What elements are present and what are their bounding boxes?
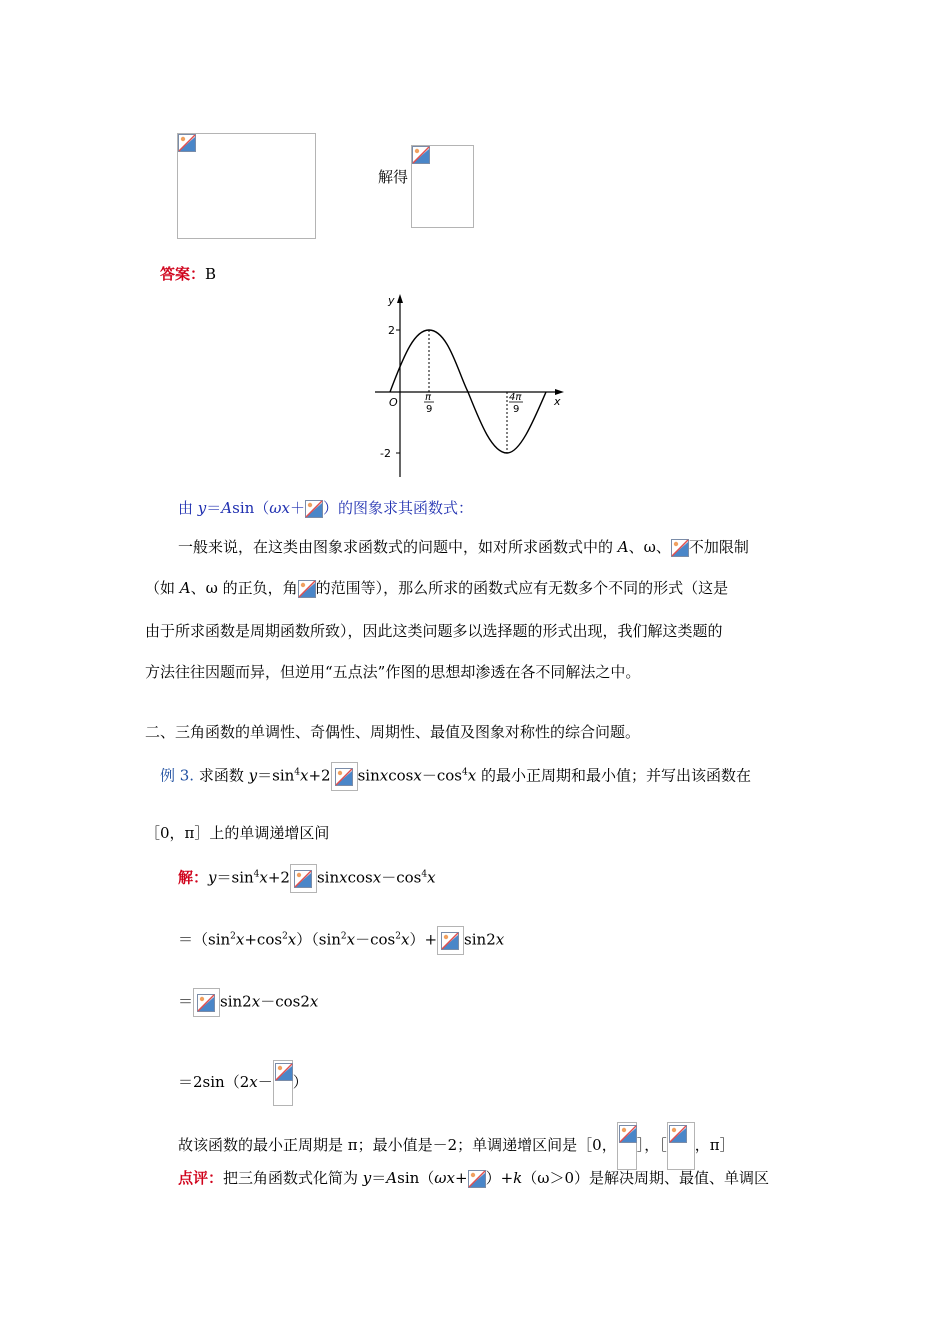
broken-image-icon <box>197 994 215 1012</box>
section-heading-graph: 由 y＝Asin（ωx＋ ）的图象求其函数式： <box>178 499 474 517</box>
interval-bound-image-placeholder <box>617 1122 637 1170</box>
solve-label: 解得 <box>378 168 409 186</box>
sine-graph <box>370 292 570 482</box>
y-axis-arrow <box>397 294 403 303</box>
solution-line2: $=(\sin^2x+\cos^2x)(\sin^2x-\cos^2x)+$ sin2x <box>178 926 504 955</box>
broken-image-icon <box>669 1125 687 1143</box>
para1-line4: 方法往往因题而异，但逆用“五点法”作图的思想却渗透在各不同解法之中。 <box>145 663 641 681</box>
solution-line1: 解：$y=\sin^4x+2$ $sinxcosx-\cos^4x$ <box>178 864 436 893</box>
phi-image-icon <box>468 1170 486 1188</box>
x-tick1-num: π <box>425 392 432 403</box>
section2-title: 二、三角函数的单调性、奇偶性、周期性、最值及图象对称性的综合问题。 <box>145 723 641 741</box>
pi-fraction-image-placeholder <box>273 1060 293 1106</box>
solution-conclusion: 故该函数的最小正周期是 π；最小值是－2；单调递增区间是［0， ］，［ ，π］ <box>178 1122 735 1170</box>
y-axis-label: y <box>388 294 395 307</box>
solution-label: 解： <box>178 868 209 887</box>
y-tick-bottom: -2 <box>380 447 391 460</box>
origin-label: O <box>389 396 398 409</box>
answer-label: 答案： <box>160 265 206 283</box>
broken-image-icon <box>441 932 459 950</box>
broken-image-icon <box>619 1125 637 1143</box>
answer-value: B <box>205 265 217 283</box>
x-tick2-den: 9 <box>513 404 520 415</box>
solution-line4: ＝2sin（2x－ ） <box>178 1060 308 1106</box>
example3-label: 例 3. <box>160 766 195 785</box>
broken-image-icon <box>335 768 353 786</box>
sqrt3-image-placeholder <box>290 864 317 893</box>
sqrt3-image-placeholder <box>437 926 464 955</box>
sqrt3-image-placeholder <box>193 988 220 1017</box>
comment-label: 点评： <box>178 1169 224 1187</box>
x-axis-label: x <box>554 395 561 408</box>
formula-image-placeholder <box>411 145 474 228</box>
para1-line3: 由于所求函数是周期函数所致），因此这类问题多以选择题的形式出现，我们解这类题的 <box>145 622 723 640</box>
x-tick2-num: 4π <box>509 392 522 403</box>
broken-image-icon <box>275 1063 293 1081</box>
example3-line1: 例 3. 求函数 $y=\sin^4x+2$ $sinxcosx-\cos^4x$ 的最小正周期和最小值；并写出该函数在 <box>160 762 751 791</box>
solution-line3: ＝ sin2x－cos2x <box>178 988 318 1017</box>
example3-line2: ［0，π］上的单调递增区间 <box>145 824 330 842</box>
answer-line <box>160 264 216 284</box>
broken-image-icon <box>178 134 196 152</box>
interval-bound-image-placeholder <box>667 1122 695 1170</box>
phi-image-icon <box>671 539 689 557</box>
broken-image-icon <box>412 146 430 164</box>
sqrt3-image-placeholder <box>331 762 358 791</box>
phi-image-icon <box>305 500 323 518</box>
para1-line2: （如 A、ω 的正负，角 的范围等），那么所求的函数式应有无数多个不同的形式（这是 <box>145 579 729 597</box>
para1-line1: 一般来说，在这类由图象求函数式的问题中，如对所求函数式中的 A、ω、 不加限制 <box>178 538 749 556</box>
broken-image-icon <box>294 870 312 888</box>
phi-image-icon <box>298 580 316 598</box>
formula-image-placeholder <box>177 133 316 239</box>
x-tick1-den: 9 <box>426 404 433 415</box>
y-tick-top: 2 <box>388 324 395 337</box>
comment-line: 点评：把三角函数式化简为 y＝Asin（ωx+ ）+k（ω＞0）是解决周期、最值、单调区 <box>178 1169 770 1187</box>
